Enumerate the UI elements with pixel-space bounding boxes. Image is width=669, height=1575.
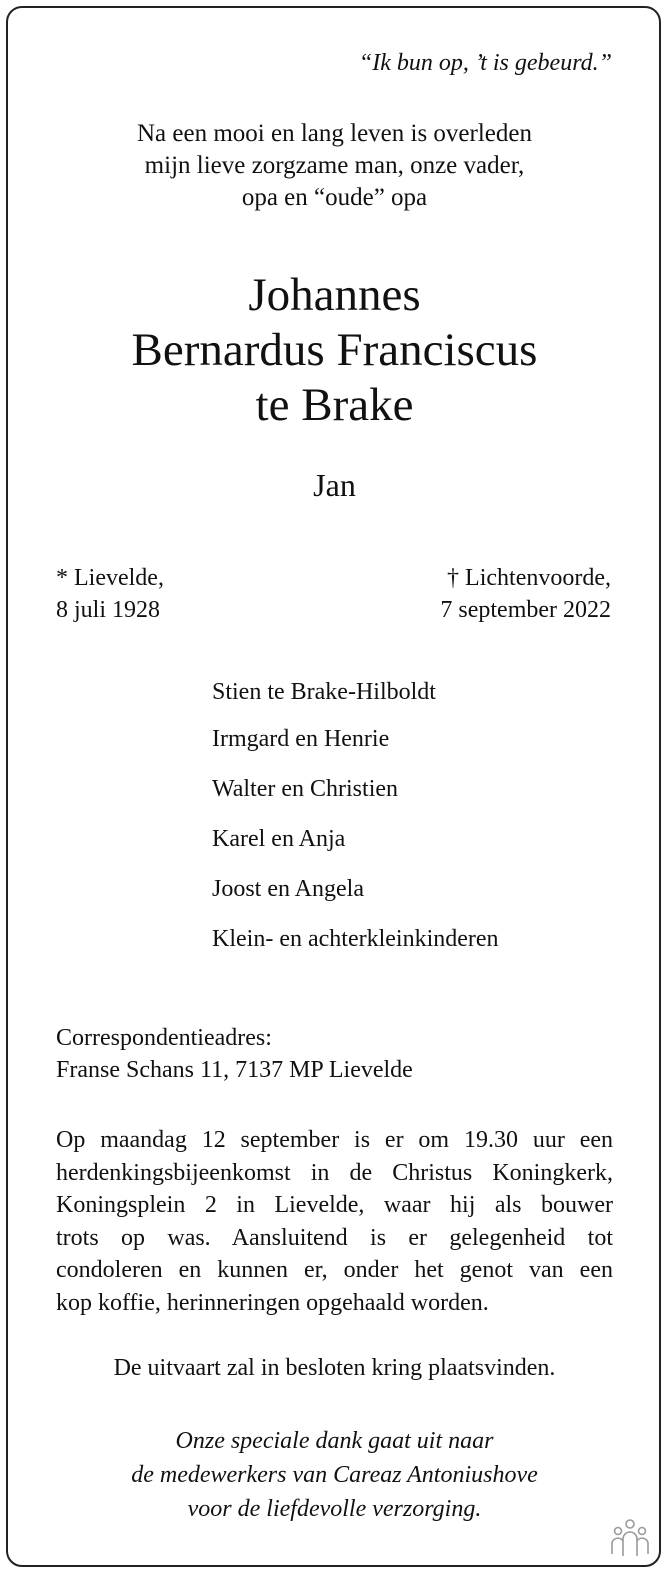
correspondence-address: Franse Schans 11, 7137 MP Lievelde: [56, 1057, 413, 1083]
name-line: Bernardus Franciscus: [131, 324, 538, 376]
people-group-icon: [608, 1516, 652, 1560]
thanks-line: Onze speciale dank gaat uit naar: [175, 1428, 494, 1454]
birth-place: * Lievelde,: [56, 565, 164, 591]
name-line: te Brake: [255, 379, 414, 431]
intro-line: opa en “oude” opa: [241, 184, 428, 211]
correspondence-label: Correspondentieadres:: [56, 1025, 272, 1051]
death-place: † Lichtenvoorde,: [447, 565, 611, 591]
family-list: [212, 676, 499, 973]
intro-line: Na een mooi en lang leven is overleden: [137, 120, 532, 147]
family-member: Irmgard en Henrie: [212, 726, 390, 752]
intro-text: [0, 118, 669, 214]
service-line: trots op was. Aansluitend is er gelegenheid tot: [56, 1224, 613, 1251]
service-line: Koningsplein 2 in Lievelde, waar hij als bouwer: [56, 1192, 613, 1218]
thanks-line: voor de liefdevolle verzorging.: [187, 1496, 482, 1522]
family-member: Klein- en achterkleinkinderen: [212, 926, 499, 952]
intro-line: mijn lieve zorgzame man, onze vader,: [144, 152, 525, 179]
birth-info: [56, 562, 164, 626]
service-line: herdenkingsbijeenkomst in de Christus Koningkerk,: [56, 1159, 613, 1186]
death-info: [440, 562, 611, 626]
service-announcement: [56, 1124, 613, 1319]
family-member: Karel en Anja: [212, 826, 346, 852]
funeral-note: De uitvaart zal in besloten kring plaatsvinden.: [113, 1355, 556, 1381]
thanks-line: de medewerkers van Careaz Antoniushove: [131, 1462, 538, 1488]
family-member: Joost en Angela: [212, 876, 364, 902]
service-line: Op maandag 12 september is er om 19.30 uur een: [56, 1127, 613, 1153]
name-line: Johannes: [248, 269, 421, 321]
birth-date: 8 juli 1928: [56, 597, 161, 623]
thanks-note: [0, 1424, 669, 1526]
correspondence-block: [56, 1022, 413, 1086]
spouse-name: Stien te Brake-Hilboldt: [212, 679, 436, 705]
deceased-name: [0, 268, 669, 433]
service-line: condoleren en kunnen er, onder het genot van een: [56, 1257, 613, 1283]
death-date: 7 september 2022: [440, 597, 611, 623]
service-line: kop koffie, herinneringen opgehaald worden.: [56, 1289, 489, 1316]
nickname: Jan: [313, 467, 356, 503]
family-member: Walter en Christien: [212, 776, 399, 802]
motto-quote: “Ik bun op, ’t is gebeurd.”: [358, 50, 612, 76]
